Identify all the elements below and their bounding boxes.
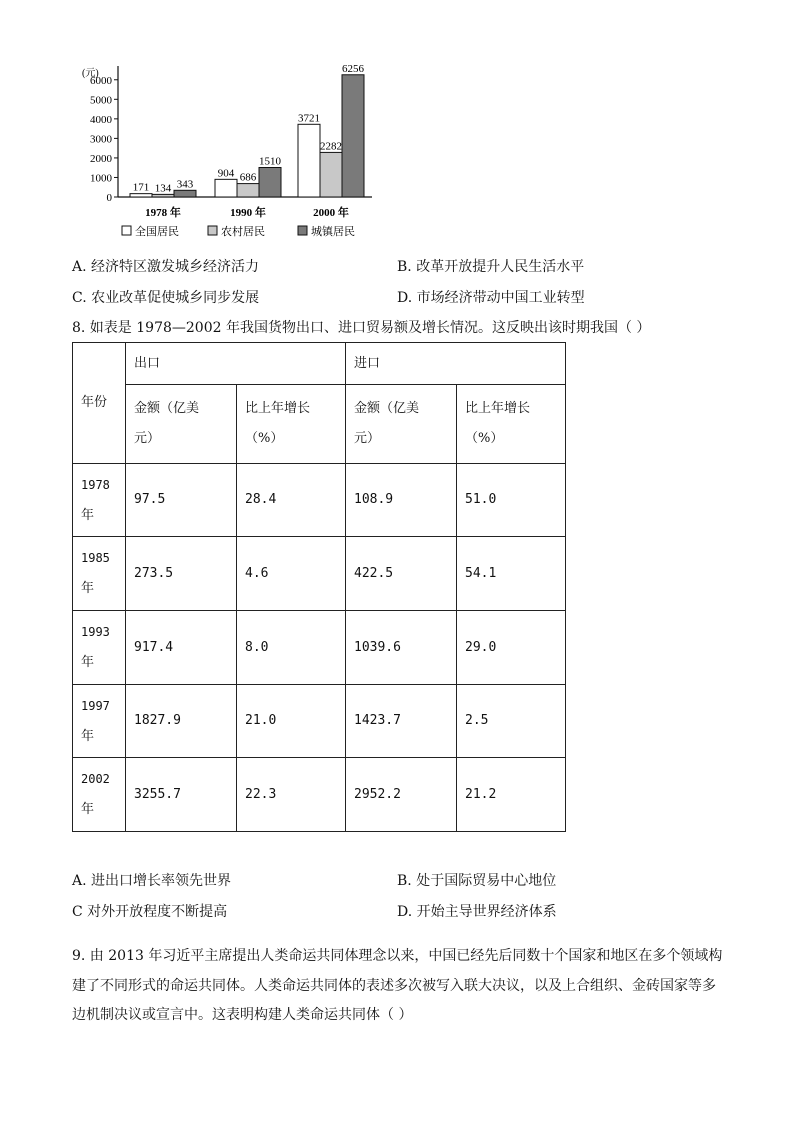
legend-label: 城镇居民 [311,226,355,238]
cell-imp-amt: 1039.6 [346,611,457,685]
cell-imp-amt: 108.9 [346,464,457,537]
x-category-labels [145,205,349,219]
cell-exp-growth: 4.6 [237,537,346,611]
cell-exp-amt: 917.4 [126,611,237,685]
y-tick-label: 0 [106,192,112,204]
q9-line-2: 建了不同形式的命运共同体。人类命运共同体的表述多次被写入联大决议，以及上合组织、金砖国家等多 [72,978,716,994]
q7-option-a[interactable]: A. 经济特区激发城乡经济活力 [72,259,260,275]
trade-table [72,342,566,832]
table-row [73,685,566,758]
year-cell: 1978 年 [73,464,126,537]
cell-exp-growth: 22.3 [237,758,346,832]
data-label: 3721 [298,112,320,125]
cell-imp-growth: 2.5 [457,685,566,758]
q8-option-c[interactable]: C 对外开放程度不断提高 [72,904,228,920]
y-tick-label: 4000 [90,113,112,126]
q7-option-d[interactable]: D. 市场经济带动中国工业转型 [397,290,585,306]
q8-option-d[interactable]: D. 开始主导世界经济体系 [397,904,557,920]
y-tick-label: 3000 [90,133,112,146]
x-category-label: 1978 年 [145,207,181,219]
cell-imp-amt: 422.5 [346,537,457,611]
legend-label: 全国居民 [135,226,179,238]
data-label: 1510 [259,155,281,168]
export-header: 出口 [126,343,346,385]
y-tick-label: 2000 [90,152,112,165]
legend [122,224,355,238]
cell-imp-amt: 2952.2 [346,758,457,832]
table-row [73,758,566,832]
data-label: 2282 [320,140,342,153]
data-label: 171 [132,181,150,194]
table-row [73,464,566,537]
cell-exp-amt: 1827.9 [126,685,237,758]
data-label: 6256 [342,62,364,75]
import-growth-header: 比上年增长 （%） [457,385,566,464]
year-cell: 1997 年 [73,685,126,758]
year-cell: 1993 年 [73,611,126,685]
export-growth-header: 比上年增长 （%） [237,385,346,464]
cell-exp-growth: 28.4 [237,464,346,537]
y-tick-label: 1000 [90,172,112,185]
bar-城镇居民 [342,75,364,197]
year-cell: 1985 年 [73,537,126,611]
bar-全国居民 [215,179,237,197]
table-row [73,537,566,611]
bar-农村居民 [320,152,342,197]
q8-stem: 8. 如表是 1978—2002 年我国货物出口、进口贸易额及增长情况。这反映出该时期我国（ ） [72,320,651,336]
y-tick-label: 6000 [90,74,112,87]
data-label: 134 [154,182,172,195]
q7-option-c[interactable]: C. 农业改革促使城乡同步发展 [72,290,260,306]
data-label: 904 [217,167,235,180]
data-label: 686 [239,171,257,184]
q7-option-b[interactable]: B. 改革开放提升人民生活水平 [397,259,585,275]
x-category-label: 2000 年 [313,207,349,219]
cell-exp-growth: 8.0 [237,611,346,685]
cell-imp-growth: 51.0 [457,464,566,537]
cell-imp-growth: 54.1 [457,537,566,611]
q9-line-1: 9. 由 2013 年习近平主席提出人类命运共同体理念以来，中国已经先后同数十个国家和地区在多个领域构 [72,948,723,964]
year-header: 年份 [73,343,126,464]
cell-exp-amt: 97.5 [126,464,237,537]
cell-exp-growth: 21.0 [237,685,346,758]
bar-农村居民 [237,184,259,197]
q8-option-a[interactable]: A. 进出口增长率领先世界 [72,873,232,889]
data-label: 343 [176,178,194,191]
legend-label: 农村居民 [221,226,265,238]
q9-line-3: 边机制决议或宣言中。这表明构建人类命运共同体（ ） [72,1007,413,1023]
x-category-label: 1990 年 [230,207,266,219]
cell-imp-growth: 29.0 [457,611,566,685]
cell-exp-amt: 3255.7 [126,758,237,832]
bar-城镇居民 [174,190,196,197]
q8-option-b[interactable]: B. 处于国际贸易中心地位 [397,873,557,889]
income-bar-chart [80,62,380,242]
bar-城镇居民 [259,167,281,197]
import-header: 进口 [346,343,566,385]
bar-全国居民 [130,194,152,197]
cell-imp-growth: 21.2 [457,758,566,832]
legend-swatch [298,226,307,235]
bar-全国居民 [298,124,320,197]
y-unit-label: (元) [82,68,99,79]
table-body [73,464,566,832]
export-amount-header: 金额（亿美 元） [126,385,237,464]
table-row [73,611,566,685]
y-tick-label: 5000 [90,94,112,107]
import-amount-header: 金额（亿美 元） [346,385,457,464]
bar-农村居民 [152,194,174,197]
legend-swatch [208,226,217,235]
cell-exp-amt: 273.5 [126,537,237,611]
legend-swatch [122,226,131,235]
cell-imp-amt: 1423.7 [346,685,457,758]
year-cell: 2002 年 [73,758,126,832]
